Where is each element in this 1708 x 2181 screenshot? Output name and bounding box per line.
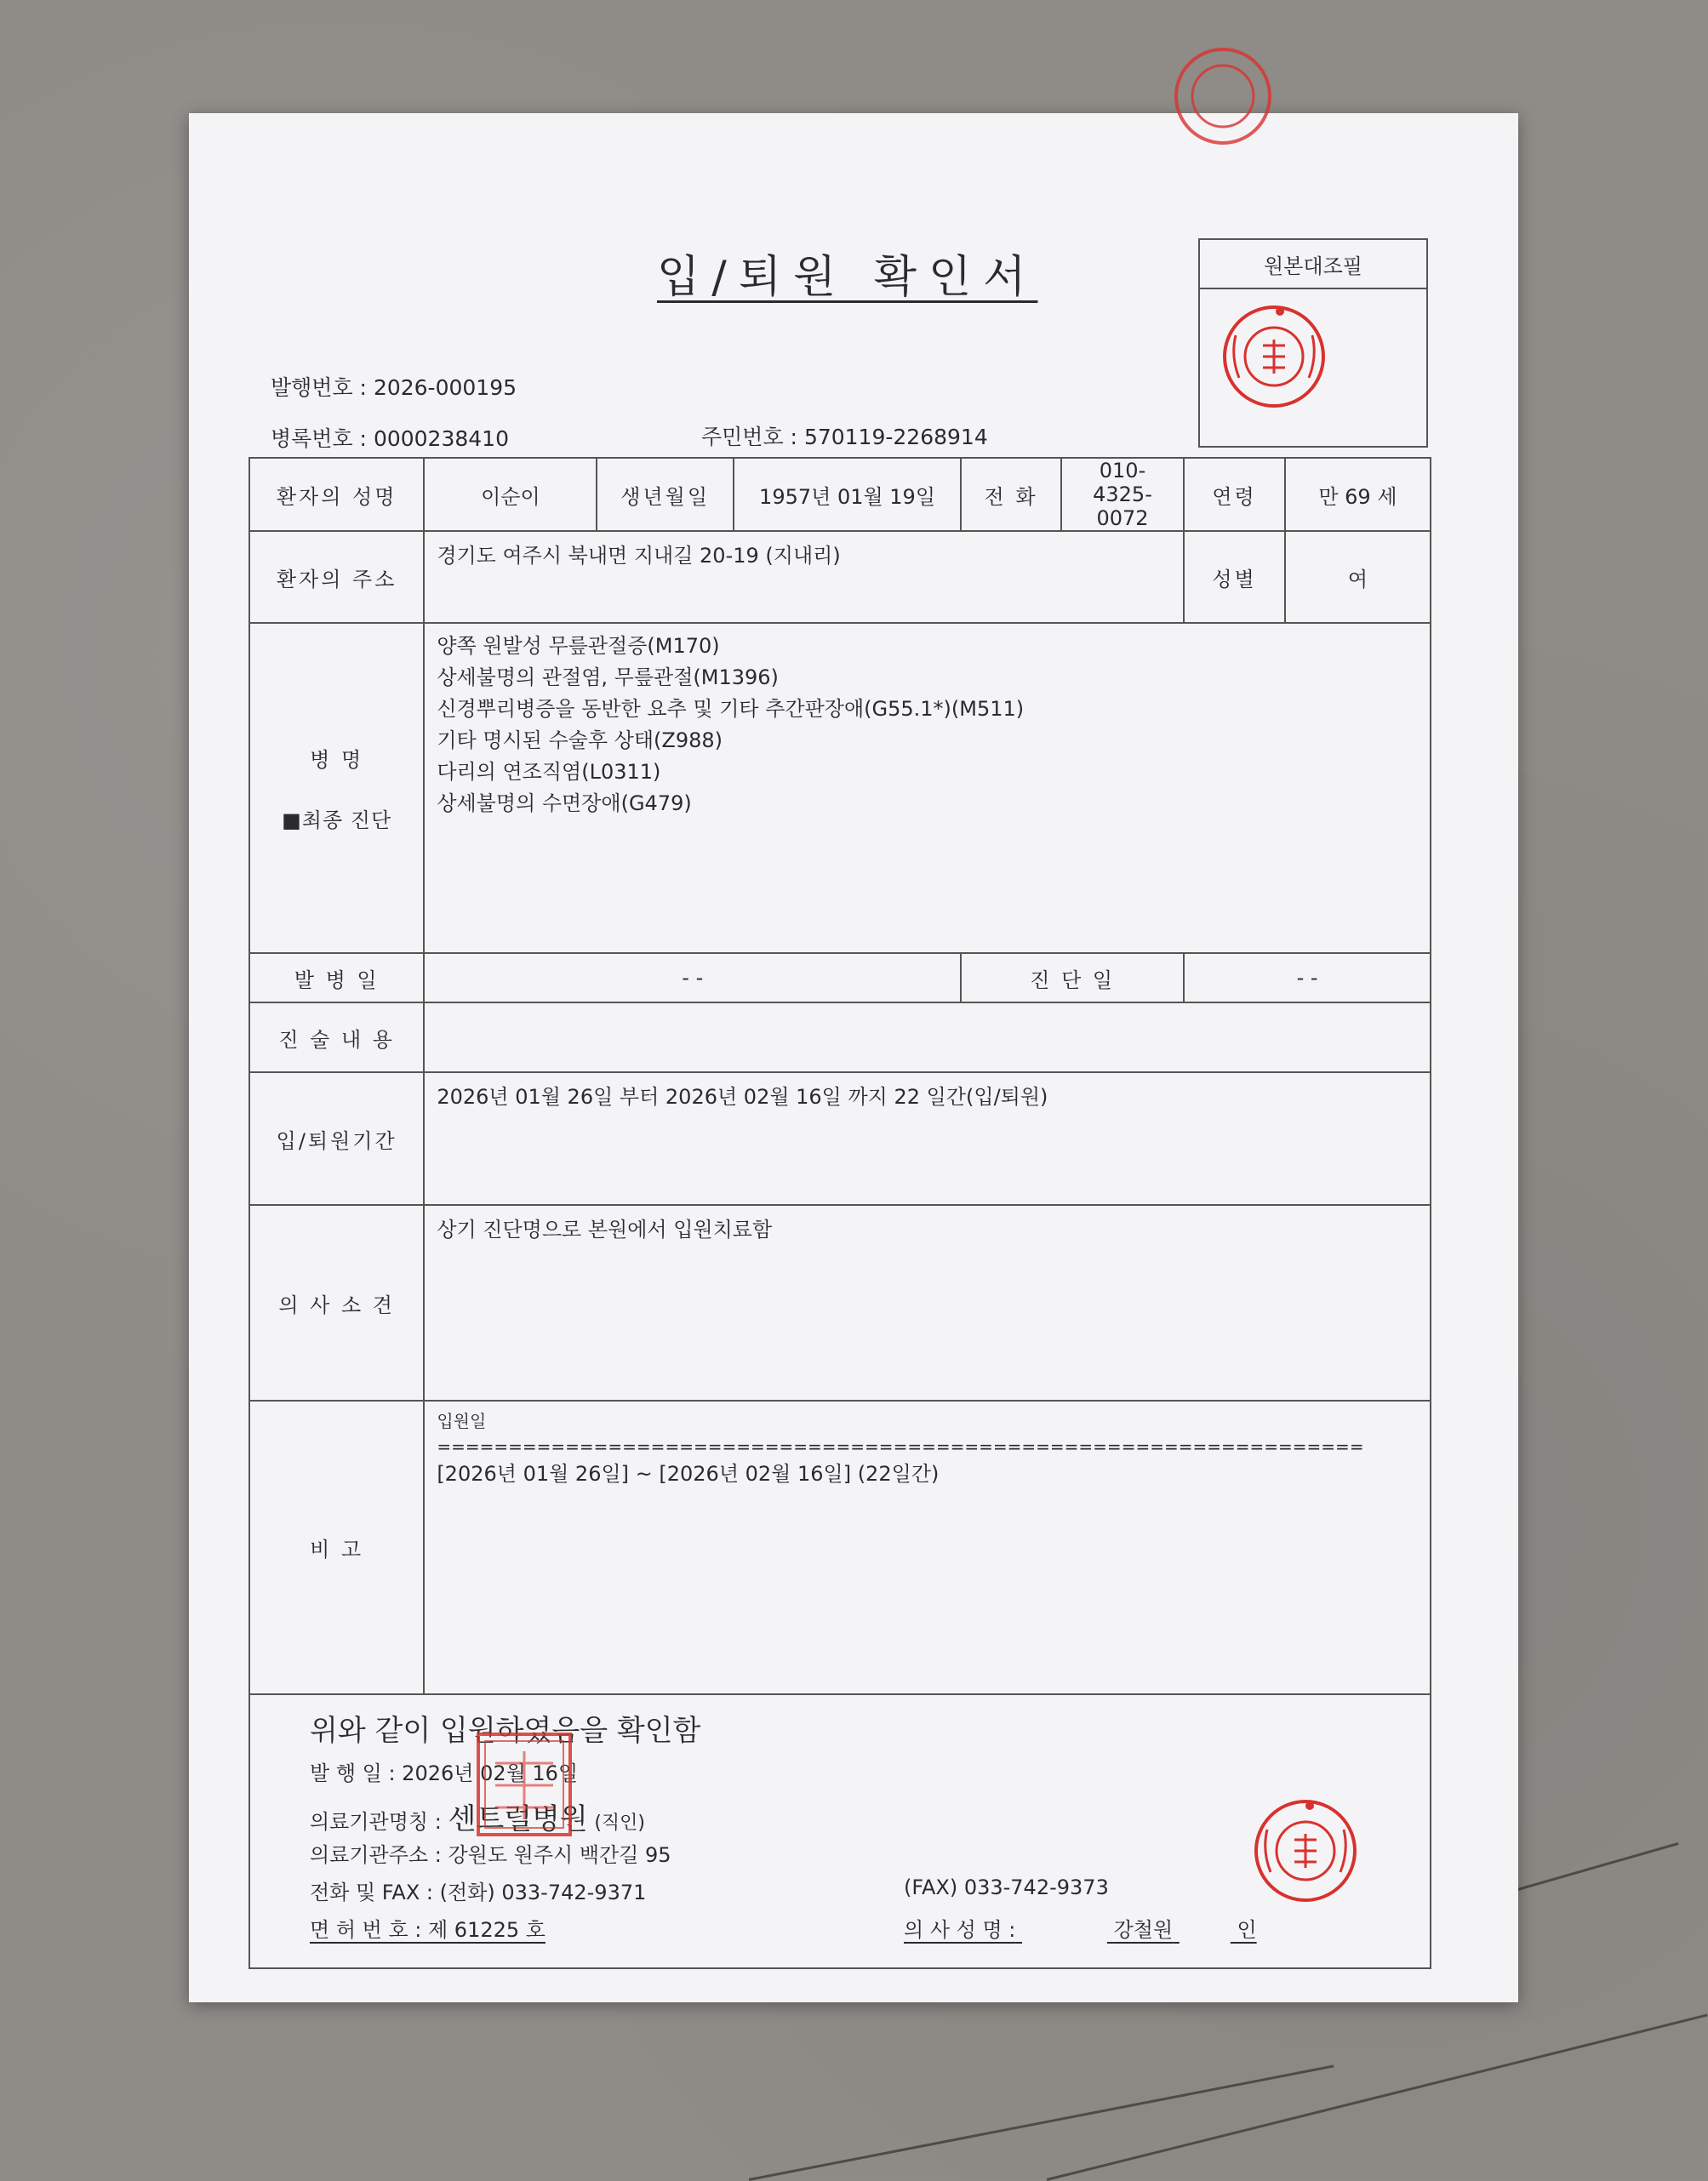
record-number: 병록번호 : 0000238410 <box>271 426 509 451</box>
statement-value <box>424 1002 1431 1072</box>
footer-cell <box>249 1694 1431 1968</box>
remarks-value <box>424 1401 1431 1694</box>
original-copy-seal-stamp <box>1219 301 1329 412</box>
sex-value: 여 <box>1285 531 1431 623</box>
diagnosis-item: 상세불명의 수면장애(G479) <box>437 791 692 815</box>
diagnosis-label-cell <box>249 623 424 953</box>
record-number-value: 0000238410 <box>373 426 509 451</box>
period-value: 2026년 01월 26일 부터 2026년 02월 16일 까지 22 일간(입/퇴원) <box>424 1072 1431 1205</box>
issue-date-label: 발 행 일 : <box>310 1761 396 1785</box>
opinion-value: 상기 진단명으로 본원에서 입원치료함 <box>424 1205 1431 1401</box>
patient-name: 이순이 <box>424 458 597 531</box>
fax-value: (FAX) 033-742-9373 <box>904 1876 1109 1899</box>
phone-number: 010-4325-0072 <box>1061 458 1184 531</box>
onset-row <box>249 953 1431 1002</box>
doctor-seal-mark: 인 <box>1237 1918 1257 1942</box>
original-copy-box <box>1198 238 1428 448</box>
statement-label: 진 술 내 용 <box>249 1002 424 1072</box>
age-value: 만 69 세 <box>1285 458 1431 531</box>
resident-number: 주민번호 : 570119-2268914 <box>701 425 988 449</box>
opinion-row <box>249 1205 1431 1401</box>
diagnosis-date: - - <box>1184 953 1431 1002</box>
patient-address: 경기도 여주시 북내면 지내길 20-19 (지내리) <box>424 531 1184 623</box>
diagnosis-item: 기타 명시된 수술후 상태(Z988) <box>437 728 723 752</box>
original-copy-label: 원본대조필 <box>1200 240 1426 289</box>
floor-tile-joint <box>1515 1842 1679 1892</box>
age-label: 연령 <box>1184 458 1285 531</box>
doctor-name-value: 강철원 <box>1113 1918 1174 1942</box>
record-number-label: 병록번호 <box>271 426 353 451</box>
remarks-line1: 입원일================================================================= <box>437 1411 1364 1457</box>
doctor-seal-stamp <box>1250 1796 1361 1906</box>
opinion-label: 의 사 소 견 <box>249 1205 424 1401</box>
telephone-value: (전화) 033-742-9371 <box>439 1881 647 1904</box>
address-label: 환자의 주소 <box>249 531 424 623</box>
doctor-name <box>904 1913 1257 1943</box>
remarks-row <box>249 1401 1431 1694</box>
document-title: 입/퇴원 확인서 <box>657 252 1038 303</box>
patient-info-row <box>249 458 1431 531</box>
issue-number: 발행번호 : 2026-000195 <box>271 375 517 400</box>
period-row <box>249 1072 1431 1205</box>
seal-note: (직인) <box>594 1813 646 1834</box>
diagnosis-item: 신경뿌리병증을 동반한 요추 및 기타 추간판장애(G55.1*)(M511) <box>437 697 1025 721</box>
sex-label: 성별 <box>1184 531 1285 623</box>
address-row <box>249 531 1431 623</box>
telephone-label: 전화 및 FAX : <box>310 1881 433 1904</box>
issue-date-value: 2026년 02월 16일 <box>402 1761 579 1785</box>
certificate-form-table <box>248 457 1431 1969</box>
top-edge-seal-stamp <box>1163 79 1282 156</box>
resident-number-label: 주민번호 <box>701 425 784 449</box>
diagnosis-list <box>424 623 1431 953</box>
institution-address-value: 강원도 원주시 백간길 95 <box>448 1843 671 1867</box>
institution-address <box>310 1838 671 1868</box>
institution-name: 센트럴병원 <box>448 1802 588 1836</box>
floor-tile-joint <box>1047 2014 1708 2181</box>
remarks-label: 비 고 <box>249 1401 424 1694</box>
onset-label: 발 병 일 <box>249 953 424 1002</box>
diagnosis-label: 병 명 <box>310 748 364 772</box>
document-paper <box>189 113 1518 2002</box>
license-label: 면 허 번 호 : <box>310 1918 422 1942</box>
diagnosis-item: 다리의 연조직염(L0311) <box>437 760 661 784</box>
hospital-seal-stamp <box>473 1729 575 1840</box>
diagnosis-date-label: 진 단 일 <box>961 953 1184 1002</box>
onset-date: - - <box>424 953 961 1002</box>
birth-label: 생년월일 <box>597 458 733 531</box>
diagnosis-row <box>249 623 1431 953</box>
resident-number-value: 570119-2268914 <box>803 425 988 449</box>
institution-address-label: 의료기관주소 : <box>310 1843 442 1867</box>
final-diagnosis-label: ■최종 진단 <box>282 808 392 832</box>
period-label: 입/퇴원기간 <box>249 1072 424 1205</box>
patient-name-label: 환자의 성명 <box>249 458 424 531</box>
license-value: 제 61225 호 <box>427 1918 546 1942</box>
phone-label: 전 화 <box>961 458 1061 531</box>
statement-row <box>249 1002 1431 1072</box>
remarks-line2: [2026년 01월 26일] ~ [2026년 02월 16일] (22일간) <box>437 1462 940 1486</box>
floor-tile-joint <box>749 2064 1334 2181</box>
issue-number-label: 발행번호 <box>271 375 353 400</box>
telephone <box>310 1876 646 1905</box>
doctor-label: 의 사 성 명 : <box>904 1918 1016 1942</box>
license-number <box>310 1913 546 1943</box>
birth-date: 1957년 01월 19일 <box>734 458 961 531</box>
diagnosis-item: 상세불명의 관절염, 무릎관절(M1396) <box>437 665 779 689</box>
issue-number-value: 2026-000195 <box>373 375 517 400</box>
diagnosis-item: 양쪽 원발성 무릎관절증(M170) <box>437 634 720 658</box>
institution-label: 의료기관명칭 : <box>310 1810 442 1834</box>
confirm-statement: 위와 같이 입원하였음을 확인함 <box>310 1714 701 1748</box>
footer-row <box>249 1694 1431 1968</box>
